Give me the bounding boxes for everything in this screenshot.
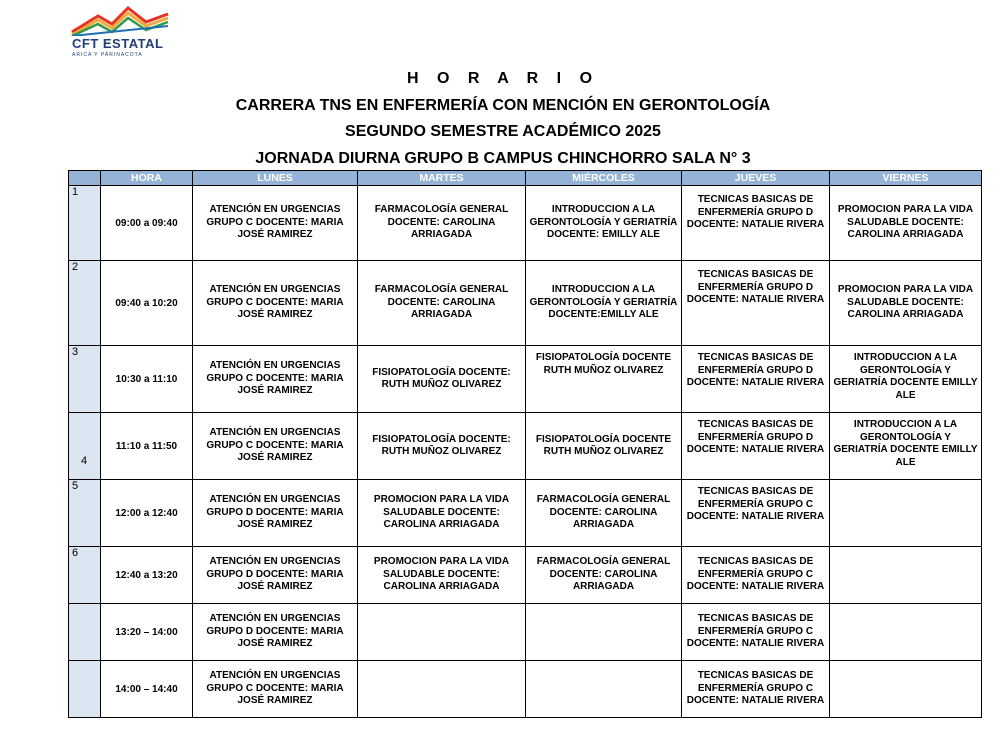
- cell-martes: PROMOCION PARA LA VIDA SALUDABLE DOCENTE: CAROLINA ARRIAGADA: [358, 547, 526, 604]
- mountain-logo-icon: [68, 2, 172, 36]
- table-row: [69, 604, 982, 661]
- cell-martes: [358, 604, 526, 661]
- header-row: [69, 171, 982, 186]
- table-row: [69, 346, 982, 413]
- cell-lunes: ATENCIÓN EN URGENCIAS GRUPO D DOCENTE: MARIA JOSÉ RAMIREZ: [193, 604, 358, 661]
- row-number: 1: [69, 186, 101, 261]
- cell-miercoles: [526, 604, 682, 661]
- cell-viernes: PROMOCION PARA LA VIDA SALUDABLE DOCENTE: CAROLINA ARRIAGADA: [830, 186, 982, 261]
- row-number: 2: [69, 261, 101, 346]
- logo-subtitle: ARICA Y PARINACOTA: [72, 52, 143, 58]
- cell-jueves: TECNICAS BASICAS DE ENFERMERÍA GRUPO C DOCENTE: NATALIE RIVERA: [682, 661, 830, 718]
- cell-jueves: TECNICAS BASICAS DE ENFERMERÍA GRUPO C DOCENTE: NATALIE RIVERA: [682, 604, 830, 661]
- cell-miercoles: FARMACOLOGÍA GENERAL DOCENTE: CAROLINA ARRIAGADA: [526, 547, 682, 604]
- cell-jueves: TECNICAS BASICAS DE ENFERMERÍA GRUPO D DOCENTE: NATALIE RIVERA: [682, 261, 830, 346]
- logo-name: CFT ESTATAL: [72, 36, 164, 51]
- row-number: 4: [69, 413, 101, 480]
- row-hora: 10:30 a 11:10: [101, 346, 193, 413]
- cell-viernes: PROMOCION PARA LA VIDA SALUDABLE DOCENTE: CAROLINA ARRIAGADA: [830, 261, 982, 346]
- cell-martes: FISIOPATOLOGÍA DOCENTE: RUTH MUÑOZ OLIVAREZ: [358, 413, 526, 480]
- header-martes: MARTES: [358, 171, 526, 186]
- row-hora: 09:40 a 10:20: [101, 261, 193, 346]
- cell-martes: [358, 661, 526, 718]
- title-semestre: SEGUNDO SEMESTRE ACADÉMICO 2025: [345, 123, 661, 140]
- row-hora: 13:20 – 14:00: [101, 604, 193, 661]
- cell-lunes: ATENCIÓN EN URGENCIAS GRUPO C DOCENTE: MARIA JOSÉ RAMIREZ: [193, 413, 358, 480]
- cell-martes: PROMOCION PARA LA VIDA SALUDABLE DOCENTE: CAROLINA ARRIAGADA: [358, 480, 526, 547]
- header-viernes: VIERNES: [830, 171, 982, 186]
- cell-miercoles: INTRODUCCION A LA GERONTOLOGÍA Y GERIATRÍA DOCENTE: EMILLY ALE: [526, 186, 682, 261]
- document-titles: [0, 66, 999, 172]
- cell-lunes: ATENCIÓN EN URGENCIAS GRUPO C DOCENTE: MARIA JOSÉ RAMIREZ: [193, 261, 358, 346]
- cell-viernes: INTRODUCCION A LA GERONTOLOGÍA Y GERIATRÍA DOCENTE EMILLY ALE: [830, 346, 982, 413]
- header-num: [69, 171, 101, 186]
- header-miercoles: MIÉRCOLES: [526, 171, 682, 186]
- header-lunes: LUNES: [193, 171, 358, 186]
- cell-viernes: [830, 604, 982, 661]
- row-number: 3: [69, 346, 101, 413]
- table-row: [69, 413, 982, 480]
- table-row: [69, 261, 982, 346]
- row-hora: 12:00 a 12:40: [101, 480, 193, 547]
- table-row: [69, 547, 982, 604]
- cell-miercoles: INTRODUCCION A LA GERONTOLOGÍA Y GERIATRÍA DOCENTE:EMILLY ALE: [526, 261, 682, 346]
- row-number: 5: [69, 480, 101, 547]
- cell-martes: FARMACOLOGÍA GENERAL DOCENTE: CAROLINA ARRIAGADA: [358, 186, 526, 261]
- cell-lunes: ATENCIÓN EN URGENCIAS GRUPO C DOCENTE: MARIA JOSÉ RAMIREZ: [193, 186, 358, 261]
- cell-jueves: TECNICAS BASICAS DE ENFERMERÍA GRUPO D DOCENTE: NATALIE RIVERA: [682, 346, 830, 413]
- cell-jueves: TECNICAS BASICAS DE ENFERMERÍA GRUPO D DOCENTE: NATALIE RIVERA: [682, 413, 830, 480]
- row-hora: 09:00 a 09:40: [101, 186, 193, 261]
- cell-lunes: ATENCIÓN EN URGENCIAS GRUPO D DOCENTE: MARIA JOSÉ RAMIREZ: [193, 547, 358, 604]
- cell-viernes: [830, 661, 982, 718]
- row-number: 6: [69, 547, 101, 604]
- cell-martes: FISIOPATOLOGÍA DOCENTE: RUTH MUÑOZ OLIVAREZ: [358, 346, 526, 413]
- cell-miercoles: [526, 661, 682, 718]
- cell-jueves: TECNICAS BASICAS DE ENFERMERÍA GRUPO C DOCENTE: NATALIE RIVERA: [682, 547, 830, 604]
- table-row: [69, 661, 982, 718]
- cell-lunes: ATENCIÓN EN URGENCIAS GRUPO D DOCENTE: MARIA JOSÉ RAMIREZ: [193, 480, 358, 547]
- title-horario: H O R A R I O: [406, 70, 600, 87]
- cell-jueves: TECNICAS BASICAS DE ENFERMERÍA GRUPO C DOCENTE: NATALIE RIVERA: [682, 480, 830, 547]
- cell-miercoles: FISIOPATOLOGÍA DOCENTE RUTH MUÑOZ OLIVAREZ: [526, 413, 682, 480]
- cell-viernes: INTRODUCCION A LA GERONTOLOGÍA Y GERIATRÍA DOCENTE EMILLY ALE: [830, 413, 982, 480]
- cell-miercoles: FISIOPATOLOGÍA DOCENTE RUTH MUÑOZ OLIVAREZ: [526, 346, 682, 413]
- header-jueves: JUEVES: [682, 171, 830, 186]
- header-hora: HORA: [101, 171, 193, 186]
- cell-lunes: ATENCIÓN EN URGENCIAS GRUPO C DOCENTE: MARIA JOSÉ RAMIREZ: [193, 661, 358, 718]
- title-jornada: JORNADA DIURNA GRUPO B CAMPUS CHINCHORRO SALA N° 3: [255, 149, 751, 167]
- cell-miercoles: FARMACOLOGÍA GENERAL DOCENTE: CAROLINA ARRIAGADA: [526, 480, 682, 547]
- title-carrera: CARRERA TNS EN ENFERMERÍA CON MENCIÓN EN GERONTOLOGÍA: [235, 96, 771, 114]
- row-hora: 11:10 a 11:50: [101, 413, 193, 480]
- table-row: [69, 186, 982, 261]
- row-number: [69, 661, 101, 718]
- institution-logo: [68, 2, 172, 58]
- cell-jueves: TECNICAS BASICAS DE ENFERMERÍA GRUPO D DOCENTE: NATALIE RIVERA: [682, 186, 830, 261]
- cell-viernes: [830, 547, 982, 604]
- cell-lunes: ATENCIÓN EN URGENCIAS GRUPO C DOCENTE: MARIA JOSÉ RAMIREZ: [193, 346, 358, 413]
- table-row: [69, 480, 982, 547]
- row-hora: 14:00 – 14:40: [101, 661, 193, 718]
- row-number: [69, 604, 101, 661]
- schedule-table: [68, 170, 982, 718]
- cell-viernes: [830, 480, 982, 547]
- row-hora: 12:40 a 13:20: [101, 547, 193, 604]
- cell-martes: FARMACOLOGÍA GENERAL DOCENTE: CAROLINA ARRIAGADA: [358, 261, 526, 346]
